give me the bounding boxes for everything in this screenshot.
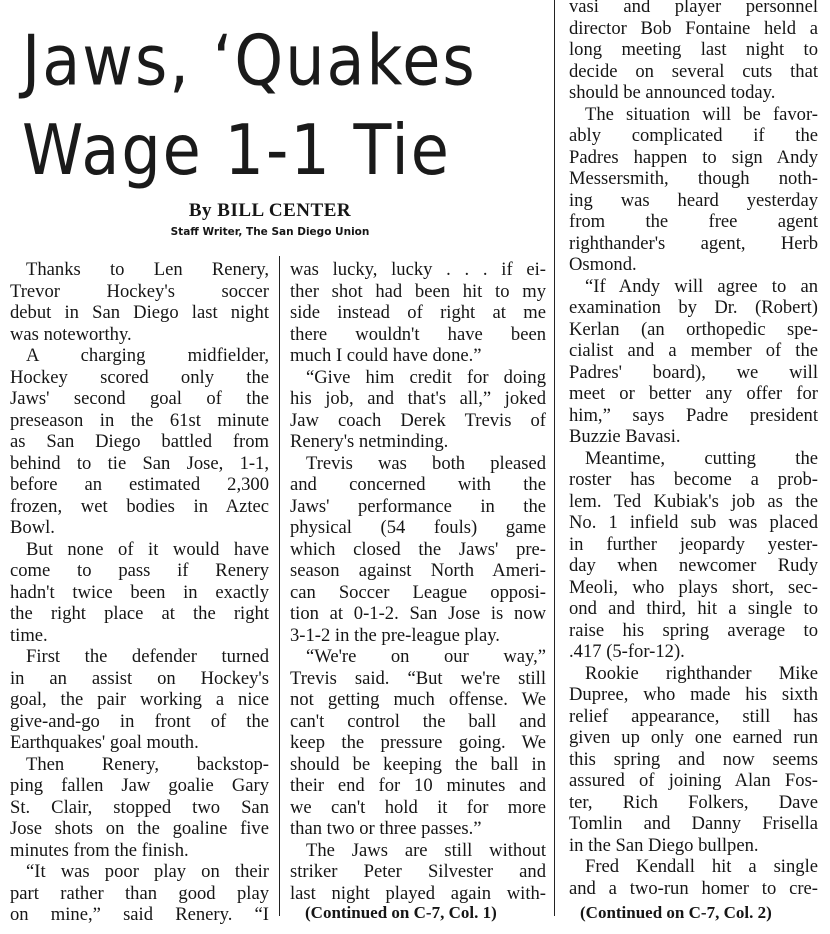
article-line: this spring and now seems [569,748,818,770]
article-line: The Jaws are still without [306,839,546,861]
column-rule-1 [279,256,280,916]
article-line: Bowl. [10,517,55,538]
article-line: than two or three passes.” [290,818,482,839]
article-line: roster has become a prob- [569,469,818,490]
article-line: in further jeopardy yester- [569,533,818,555]
article-line: there wouldn't have been [290,323,546,345]
article-line: last night played again with- [290,882,546,904]
article-line: give-and-go in front of the [10,710,269,732]
article-line: Hockey scored only the [10,366,269,388]
article-line: “It was poor play on their [26,861,269,882]
article-line: preseason in the 61st minute [10,409,269,431]
article-line: debut in San Diego last night [10,302,269,323]
article-line: much I could have done.” [290,345,482,366]
article-line: ably complicated if the [569,125,818,146]
article-line: keep the pressure going. We [290,732,546,753]
article-line: ter, Rich Folkers, Dave [569,791,818,813]
article-line: Thanks to Len Renery, [26,259,269,280]
article-line: Jaws' performance in the [290,495,546,517]
article-line: Tomlin and Danny Frisella [569,813,818,834]
article-line: .417 (5-for-12). [569,641,685,662]
article-line: Earthquakes' goal mouth. [10,732,199,753]
article-line: Dupree, who made his sixth [569,684,818,705]
article-line: The situation will be favor- [585,103,818,125]
article-line: before an estimated 2,300 [10,474,269,495]
article-line: long meeting last night to [569,39,818,60]
article-column-1 [10,259,269,926]
article-line: ond and third, hit a single to [569,598,818,619]
article-line: lem. Ted Kubiak's job as the [569,490,818,512]
article-line: But none of it would have [26,538,269,560]
article-line: time. [10,624,48,646]
article-line: hadn't twice been in exactly [10,581,269,603]
article-line: assured of joining Alan Fos- [569,770,818,791]
article-line: Then Renery, backstop- [26,753,269,775]
article-line: cialist and a member of the [569,340,818,361]
article-line: director Bob Fontaine held a [569,17,818,39]
article-line: relief appearance, still has [569,705,818,727]
headline [22,16,542,195]
article-line: come to pass if Renery [10,560,269,581]
article-line: “We're on our way,” [306,646,546,667]
article-line: No. 1 infield sub was placed [569,512,818,533]
article-line: from the free agent [569,211,818,232]
article-line: can't control the ball and [290,710,546,732]
article-line: him,” says Padre president [569,404,818,426]
article-line: vasi and player personnel [569,0,818,17]
article-line: Meantime, cutting the [585,447,818,469]
byline [150,200,390,238]
article-column-2 [290,259,546,904]
article-line: Padres' board), we will [569,361,818,383]
article-line: Kerlan (an orthopedic spe- [569,318,818,340]
article-line: Trevis was both pleased [306,452,546,474]
article-line: goal, the pair working a nice [10,689,269,710]
article-line: his job, and that's all,” joked [290,388,546,409]
article-line: Jose shots on the goaline five [10,818,269,839]
article-line: Trevor Hockey's soccer [10,280,269,302]
article-line: Messersmith, though noth- [569,168,818,189]
article-line: Jaw coach Derek Trevis of [290,409,546,431]
article-line: meet or better any offer for [569,383,818,404]
article-line: season against North Ameri- [290,560,546,581]
headline-line-2: Wage 1-1 Tie [22,108,451,191]
article-line: we can't hold it for more [290,796,546,818]
article-line: side instead of right at me [290,302,546,323]
byline-author: By BILL CENTER [188,200,352,221]
article-line: A charging midfielder, [26,345,269,366]
article-line: First the defender turned [26,646,269,667]
article-line: not getting much offense. We [290,689,546,710]
article-line: Padres happen to sign Andy [569,146,818,168]
article-line: tion at 0-1-2. San Jose is now [290,603,546,624]
article-line: the right place at the right [10,603,269,624]
article-line: in an assist on Hockey's [10,667,269,689]
article-line: Meoli, who plays short, sec- [569,576,818,598]
article-line: part rather than good play [10,882,269,904]
article-line: minutes from the finish. [10,839,189,861]
article-line: 3-1-2 in the pre-league play. [290,624,500,646]
article-line: ing was heard yesterday [569,189,818,211]
headline-line-1: Jaws, ‘Quakes [22,19,477,102]
article-line: Osmond. [569,254,637,275]
article-line: was noteworthy. [10,323,132,345]
article-line: Trevis said. “But we're still [290,667,546,689]
article-line: righthander's agent, Herb [569,232,818,254]
article-line: St. Clair, stopped two San [10,796,269,818]
article-column-3 [569,0,818,899]
article-line: “Give him credit for doing [306,366,546,388]
article-line: ping fallen Jaw goalie Gary [10,775,269,796]
article-line: decide on several cuts that [569,60,818,82]
article-line: Renery's netminding. [290,431,449,452]
article-line: which closed the Jaws' pre- [290,538,546,560]
article-line: as San Diego battled from [10,431,269,452]
article-line: frozen, wet bodies in Aztec [10,495,269,517]
article-line: examination by Dr. (Robert) [569,297,818,318]
article-line: their end for 10 minutes and [290,775,546,796]
article-line: striker Peter Silvester and [290,861,546,882]
article-line: was lucky, lucky . . . if ei- [290,259,546,280]
article-line: in the San Diego bullpen. [569,834,759,856]
article-line: ther shot had been hit to my [290,280,546,302]
continued-note-col2: (Continued on C-7, Col. 1) [305,903,497,922]
article-line: physical (54 fouls) game [290,517,546,538]
article-line: can Soccer League opposi- [290,581,546,603]
continued-note-col3: (Continued on C-7, Col. 2) [580,903,772,922]
article-line: behind to tie San Jose, 1-1, [10,452,269,474]
article-line: Buzzie Bavasi. [569,426,681,447]
column-rule-2 [554,0,555,916]
article-line: “If Andy will agree to an [585,275,818,297]
article-line: Rookie righthander Mike [585,662,818,684]
article-line: should be keeping the ball in [290,753,546,775]
byline-staff: Staff Writer, The San Diego Union [170,226,370,238]
article-line: on mine,” said Renery. “I [10,904,269,925]
article-line: day when newcomer Rudy [569,555,818,576]
article-line: raise his spring average to [569,619,818,641]
article-line: given up only one earned run [569,727,818,748]
article-line: Fred Kendall hit a single [585,856,818,877]
article-line: and concerned with the [290,474,546,495]
article-line: should be announced today. [569,82,776,103]
article-line: Jaws' second goal of the [10,388,269,409]
article-line: and a two-run homer to cre- [569,877,818,899]
